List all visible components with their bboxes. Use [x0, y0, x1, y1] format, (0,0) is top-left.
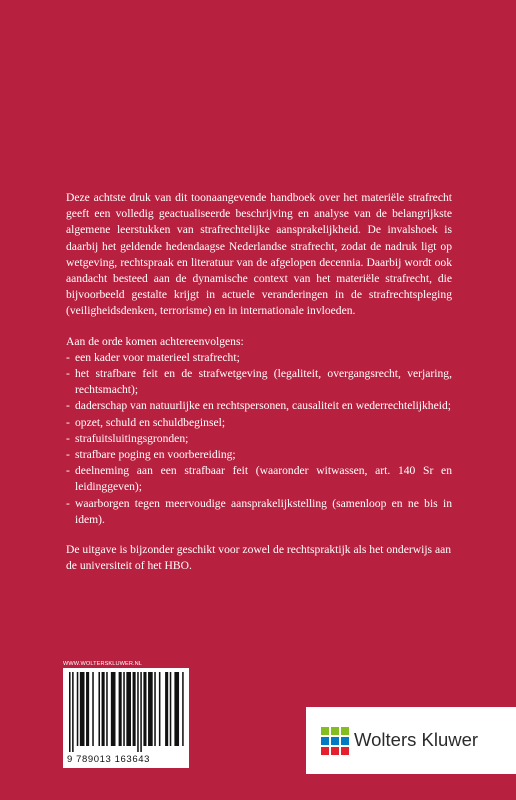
topics-list [66, 350, 452, 528]
barcode-bar [102, 672, 105, 746]
list-item: - strafuitsluitingsgronden; [66, 431, 452, 447]
list-item: - strafbare poging en voorbereiding; [66, 447, 452, 463]
list-item: - het strafbare feit en de strafwetgeving (legaliteit, overgangsrecht, verjaring, rechtsmacht); [66, 366, 452, 398]
closing-paragraph: De uitgave is bijzonder geschikt voor zowel de rechtspraktijk als het onderwijs aan de universiteit of het HBO. [66, 543, 452, 573]
barcode-bar [165, 672, 168, 746]
barcode-bar [174, 672, 179, 746]
list-title: Aan de orde komen achtereenvolgens: [66, 334, 244, 348]
list-item: - een kader voor materieel strafrecht; [66, 350, 452, 366]
isbn-number: 9 789013 163643 [67, 754, 150, 765]
intro-paragraph: Deze achtste druk van dit toonaangevende handboek over het materiële strafrecht geeft een volledig geactualiseerde beschrijving en analyse van de belangrijkste algemene leerstukken van strafrechtelijke aansprakelijkheid. De invalshoek is daarbij het geldende hedendaagse Nederlandse strafrecht, zodat de nadruk ligt op wetgeving, rechtspraak en literatuur van de afgelopen decennia. Daarbij wordt ook aandacht besteed aan de dynamische context van het materiële strafrecht, die bijvoorbeeld gestalte krijgt in actuele veranderingen in de strafrechtspleging (veiligheidsdenken, terrorisme) en in internationale invloeden. [66, 191, 452, 318]
barcode-bar [154, 672, 156, 746]
list-item: - waarborgen tegen meervoudige aansprakelijkstelling (samenloop en ne bis in idem). [66, 496, 452, 528]
barcode-bars [63, 668, 189, 754]
barcode-bar [72, 672, 74, 752]
barcode-bar [98, 672, 100, 746]
wolters-kluwer-logo-icon [320, 726, 350, 756]
barcode-bar [69, 672, 71, 752]
barcode-bar [137, 672, 139, 752]
barcode-bar [111, 672, 116, 746]
barcode-bar [126, 672, 131, 746]
barcode-bar [133, 672, 136, 746]
barcode-bar [106, 672, 108, 746]
publisher-name: Wolters Kluwer [354, 729, 479, 750]
barcode-bar [86, 672, 89, 746]
barcode-bar [143, 672, 146, 746]
barcode-bar [182, 672, 184, 746]
barcode-bar [80, 672, 85, 746]
list-item: - daderschap van natuurlijke en rechtspersonen, causaliteit en wederrechtelijkheid; [66, 398, 452, 414]
barcode-bar [123, 672, 125, 746]
barcode-bar [148, 672, 153, 746]
barcode-bar [170, 672, 172, 746]
list-item: - opzet, schuld en schuldbeginsel; [66, 415, 452, 431]
barcode-bar [77, 672, 79, 746]
back-cover-blurb [66, 190, 452, 574]
list-item: - deelneming aan een strafbaar feit (waaronder witwassen, art. 140 Sr en leidinggeven); [66, 463, 452, 495]
barcode-bar [119, 672, 122, 746]
publisher-url: WWW.WOLTERSKLUWER.NL [63, 661, 142, 667]
barcode-bar [140, 672, 142, 752]
publisher-logo [306, 707, 516, 774]
isbn-barcode [63, 668, 189, 768]
barcode-bar [92, 672, 94, 746]
barcode-bar [159, 672, 161, 746]
